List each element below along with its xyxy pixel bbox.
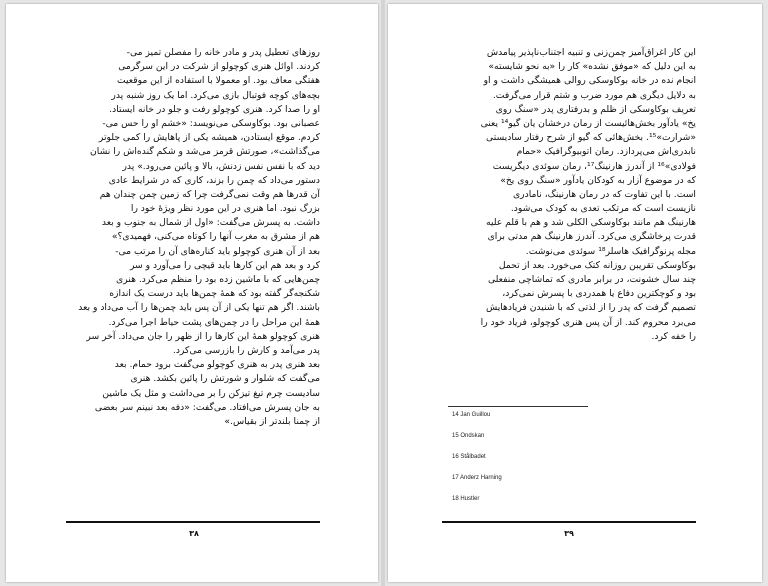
text-line: هنری کوچولو همهٔ این کارها را از ظهر را جان می‌داد. آخر سر	[86, 330, 320, 342]
text-line: شکنجه‌گر گفته بود که همهٔ چمن‌ها باید درست یک اندازه	[109, 288, 320, 300]
text-line: یخ» یادآور بخش‌هائیست از رمان درخشان یان گیو¹⁴ یعنی	[480, 117, 696, 129]
text-line: عصبانی بود. بوکاوسکی می‌نویسد: «خشم او را حس می-	[102, 117, 320, 129]
text-line: نازیست است که مرتکب تعدی به کودک می‌شود.	[510, 203, 696, 215]
text-line: بزرگ نبود. اما هنری در این مورد نظر ویژهٔ خود را	[130, 203, 320, 215]
left-page-body-text	[66, 46, 320, 429]
text-line: این کار اغراق‌آمیز چمن‌زنی و تنبیه اجتناب‌ناپذیر پیامدش	[486, 47, 696, 58]
right-page-footer-rule	[442, 521, 696, 523]
text-line: دید که با نفس نفس زدنش، بالا و پائین می‌رود.» پدر	[122, 160, 320, 172]
footnotes-list	[452, 410, 692, 515]
text-line: داشت. به پسرش می‌گفت: «اول از شمال به جنوب و بعد	[101, 217, 320, 229]
text-line: نابدری‌اش می‌پردازد. رمان اتوبیوگرافیک «حمام	[516, 146, 696, 158]
text-line: می‌گفت که شلوار و شورتش را پائین بکشد. هنری	[130, 373, 320, 385]
footnote: 15 Ondskan	[452, 433, 485, 439]
text-line: فولادی»¹⁶ از آندرز هارنینگ¹⁷، رمان سوئدی دیگریست	[492, 160, 696, 172]
text-line: دستور می‌داد که چمن را بزند، کاری که در شرایط عادی	[108, 174, 320, 186]
text-line: قدرت پرخاشگری می‌کرد. آندرز هارنینگ هم مدتی برای	[487, 231, 696, 243]
text-line: کرد و بعد هم این کارها باید قیچی را می‌آورد و سر	[129, 259, 320, 271]
text-line: بود و کوچکترین دفاع یا همدردی با پسرش نمی‌کرد،	[502, 288, 696, 300]
text-line: به دلایل دیگری هم مورد ضرب و شتم قرار می‌گرفت.	[492, 89, 696, 101]
left-page	[6, 4, 378, 582]
text-line: هفتگی معاف بود. او معمولا با استفاده از این موقعیت	[116, 75, 320, 87]
text-line: می‌برد محروم کند. از آن پس هنری کوچولو، فریاد خود را	[480, 316, 696, 328]
text-line: مجله پرنوگرافیک هاسلر¹⁸ سوئدی می‌نوشت.	[525, 245, 696, 257]
text-line: تعریف بوکاوسکی از ظلم و بدرفتاری پدر «سنگ روی	[495, 103, 696, 115]
text-line: روزهای تعطیل پدر و مادر خانه را مفصلن تمیز می-	[126, 47, 320, 58]
text-line: او را صدا کرد. هنری کوچولو رفت و جلو در خانه ایستاد.	[109, 103, 320, 115]
text-line: را خفه کرد.	[651, 330, 696, 342]
book-gutter	[381, 0, 385, 586]
text-line: که در موضوع آزار به کودکان یادآور «سنگ روی یخ»	[500, 174, 696, 186]
left-page-footer-rule	[66, 521, 320, 523]
text-line: آن قدرها هم وقت نمی‌گرفت چرا که زمین چمن چندان هم	[99, 188, 320, 200]
text-line: بچه‌های کوچه فوتبال بازی می‌کرد. اما یک روز شنبه پدر	[111, 89, 320, 101]
text-line: است. با این تفاوت که در رمان هارنینگ، نامادری	[512, 188, 696, 200]
left-page-number: ۳۸	[189, 529, 199, 538]
text-line: انجام نده در خانه بوکاوسکی روالی همیشگی داشت و او	[483, 75, 696, 87]
text-line: کردند. اوائل هنری کوچولو از شرکت در این سرگرمی	[118, 61, 320, 73]
text-line: به جان پسرش می‌افتاد. می‌گفت: «دفه بعد نبینم سر بعضی	[94, 401, 320, 413]
text-line: بعد از آن هنری کوچولو باید کناره‌های آن را مرتب می-	[115, 245, 320, 257]
text-line: همهٔ این مراحل را در چمن‌های پشت حیاط اجرا می‌کرد.	[108, 316, 320, 328]
footnote: 16 Stålbadet	[452, 454, 486, 460]
right-page	[388, 4, 762, 582]
right-page-number: ۳۹	[564, 529, 574, 538]
text-line: بوکاوسکی تقریبن روزانه کتک می‌خورد. بعد از تحمل	[498, 259, 696, 271]
text-line: «شرارت»¹⁵. بخش‌هائی که گیو از شرح رفتار سادیستی	[486, 132, 696, 144]
text-line: هارنینگ هم مانند بوکاوسکی الکلی شد و هم با قلم علیه	[486, 217, 696, 229]
text-line: سادیست چرم تیغ تیزکن را بر می‌داشت و مثل یک ماشین	[102, 387, 320, 399]
text-line: از چمنا بلندتر از بقیاس.»	[224, 415, 320, 427]
footnote: 18 Hustler	[452, 496, 480, 502]
right-page-body-text	[442, 46, 696, 344]
text-line: تصمیم گرفت که پدر را از لذتی که با شنیدن فریادهایش	[485, 302, 696, 314]
text-line: چمن‌هایی که با ماشین زده بود را منظم می‌کرد. هنری	[116, 274, 320, 285]
text-line: به این دلیل که «موفق نشده» کار را «به نحو شایسته»	[488, 61, 696, 73]
text-line: چند سال خشونت، در برابر مادری که تماشاچی منفعلی	[487, 274, 696, 285]
text-line: می‌گذاشت»، صورتش قرمز می‌شد و شکم گنده‌اش را نشان	[90, 146, 320, 158]
text-line: پدر می‌آمد و کارش را بازرسی می‌کرد.	[172, 344, 320, 356]
text-line: کردم. موقع ایستادن، همیشه یکی از پاهایش را کمی جلوتر	[98, 132, 320, 144]
text-line: هم از مشرق به مغرب آنها را کوتاه می‌کنی، فهمیدی؟»	[111, 231, 320, 243]
footnote: 17 Anderz Harning	[452, 475, 502, 481]
text-line: باشند. اگر هم تنها یکی از آن پس باید چمن‌ها را آب می‌داد و بعد	[78, 302, 320, 314]
text-line: بعد هنری پدر به هنری کوچولو می‌گفت برود حمام. بعد	[114, 359, 320, 371]
footnote: 14 Jan Guillou	[452, 412, 491, 418]
footnote-separator	[448, 406, 588, 407]
